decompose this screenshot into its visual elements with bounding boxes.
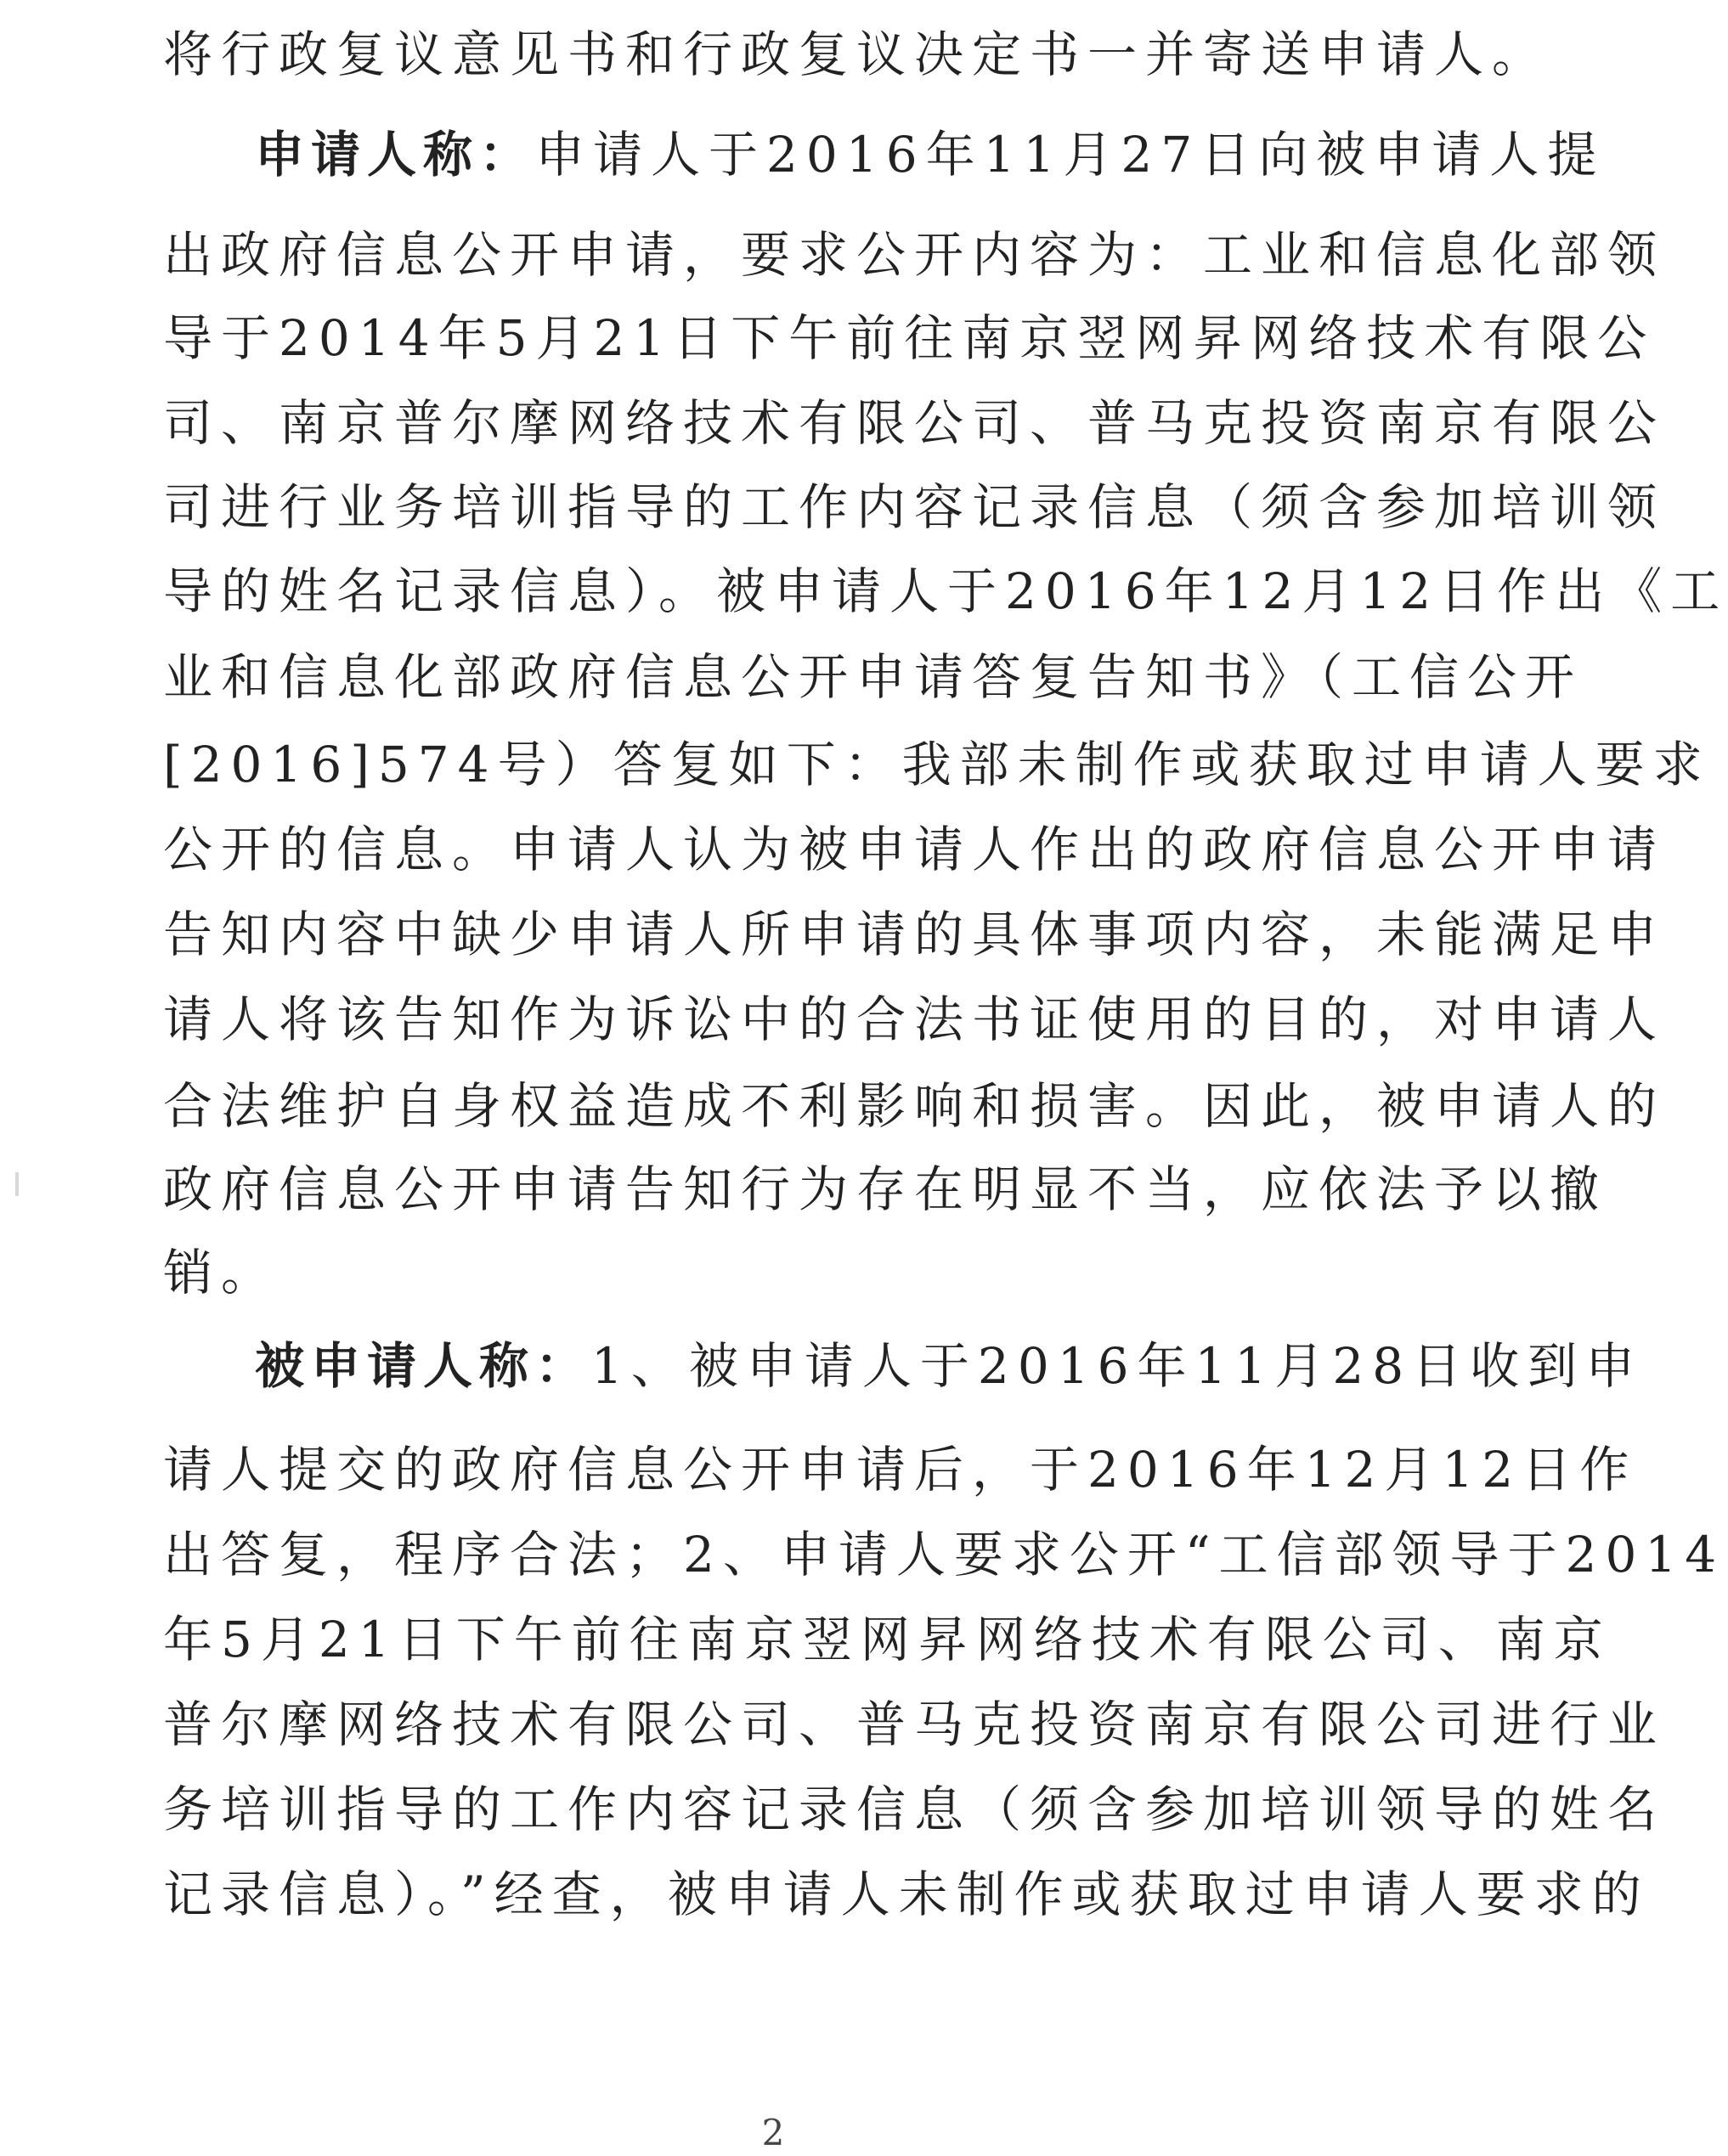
text-line: 告知内容中缺少申请人所申请的具体事项内容，未能满足申 (163, 906, 1666, 963)
respondent-opening-text: 1、被申请人于2016年11月28日收到申 (591, 1337, 1644, 1395)
text-line: 记录信息）。”经查，被申请人未制作或获取过申请人要求的 (163, 1865, 1650, 1923)
text-line: 年5月21日下午前往南京翌网昇网络技术有限公司、南京 (163, 1611, 1612, 1668)
scan-mark (15, 1172, 19, 1196)
text-line: 政府信息公开申请告知行为存在明显不当，应依法予以撤 (163, 1160, 1608, 1218)
page-number: 2 (761, 2112, 785, 2153)
text-line: 请人提交的政府信息公开申请后，于2016年12月12日作 (163, 1441, 1638, 1498)
text-line: 将行政复议意见书和行政复议决定书一并寄送申请人。 (163, 25, 1550, 83)
text-line: 普尔摩网络技术有限公司、普马克投资南京有限公司进行业 (163, 1696, 1666, 1753)
text-line: 出政府信息公开申请，要求公开内容为：工业和信息化部领 (163, 226, 1666, 284)
text-line: 导于2014年5月21日下午前往南京翌网昇网络技术有限公 (163, 309, 1656, 367)
text-line: 业和信息化部政府信息公开申请答复告知书》（工信公开 (163, 648, 1584, 706)
text-line: 务培训指导的工作内容记录信息（须含参加培训领导的姓名 (163, 1781, 1666, 1838)
applicant-heading: 申请人称： (255, 126, 536, 183)
applicant-opening-text: 申请人于2016年11月27日向被申请人提 (535, 126, 1606, 183)
text-line: 请人将该告知作为诉讼中的合法书证使用的目的，对申请人 (163, 991, 1666, 1048)
text-line: 合法维护自身权益造成不利影响和损害。因此，被申请人的 (163, 1077, 1666, 1135)
text-line: 公开的信息。申请人认为被申请人作出的政府信息公开申请 (163, 821, 1666, 878)
text-line: 销。 (163, 1244, 280, 1301)
text-line: 司进行业务培训指导的工作内容记录信息（须含参加培训领 (163, 478, 1666, 536)
text-line: 司、南京普尔摩网络技术有限公司、普马克投资南京有限公 (163, 394, 1666, 452)
respondent-paragraph-first-line (255, 1332, 1644, 1400)
text-line: 导的姓名记录信息）。被申请人于2016年12月12日作出《工 (163, 562, 1728, 620)
text-line: 出答复，程序合法；2、申请人要求公开“工信部领导于2014 (163, 1526, 1725, 1583)
applicant-paragraph-first-line (255, 121, 1606, 189)
text-line: [2016]574号）答复如下：我部未制作或获取过申请人要求 (163, 736, 1711, 793)
respondent-heading: 被申请人称： (255, 1337, 592, 1395)
